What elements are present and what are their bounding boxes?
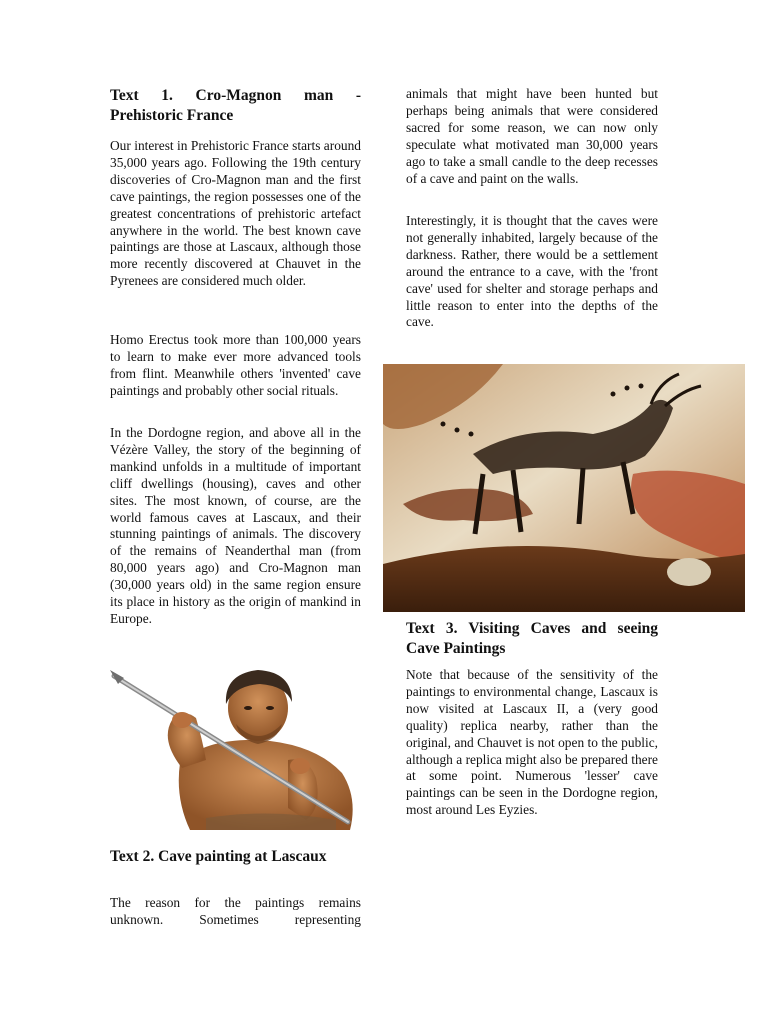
text2-title: Text 2. Cave painting at Lascaux [110,848,327,865]
text2-continued-paragraph-1: animals that might have been hunted but perhaps being animals that were considered sacred for some reason, we can now only speculate what motivated man 30,000 years ago to take a small candle to the deep recesses of a cave and paint on the walls. [406,86,658,186]
text1-title: Text 1. Cro-Magnon man - Prehistoric France [110,87,361,124]
cro-magnon-man-illustration [110,668,362,830]
text1-paragraph-1: Our interest in Prehistoric France starts around 35,000 years ago. Following the 19th century discoveries of Cro-Magnon man and the first cave paintings, the region possesses one of the greatest concentrations of prehistoric artefact anywhere in the world. The best known cave paintings are those at Lascaux, although those more recently discovered at Chauvet in the Pyrenees are considered much older. [110,138,361,289]
text3-title: Text 3. Visiting Caves and seeing Cave Paintings [406,620,658,657]
text1-paragraph-2: Homo Erectus took more than 100,000 years to learn to make ever more advanced tools from flint. Meanwhile others 'invented' cave paintings and probably other social rituals. [110,332,361,398]
text1-paragraph-3: In the Dordogne region, and above all in the Vézère Valley, the story of the beginning of mankind unfolds in a multitude of important cliff dwellings (housing), caves and other sites. The most known, of course, are the world famous caves at Lascaux, and their stunning paintings of animals. The discovery of the remains of Neanderthal man (from 80,000 years ago) and Cro-Magnon man (30,000 years old) in the same region ensure its place in history as the origin of mankind in Europe. [110,425,361,626]
text2-paragraph-1: The reason for the paintings remains unknown. Sometimes representing [110,895,361,927]
text2-continued-paragraph-2: Interestingly, it is thought that the caves were not generally inhabited, largely because of the darkness. Rather, there would be a settlement around the entrance to a cave, with the 'front cave' used for shelter and storage perhaps and little reason to enter into the depths of the cave. [406,213,658,330]
text3-paragraph-1: Note that because of the sensitivity of the paintings to environmental change, Lascaux is now visited at Lascaux II, a (very good quality) replica nearby, rather than the original, and Chauvet is not open to the public, although a replica might also be prepared there at some point. Numerous 'lesser' cave paintings can be seen in the Dordogne region, most around Les Eyzies. [406,667,658,818]
lascaux-cave-painting-photo [383,364,745,612]
